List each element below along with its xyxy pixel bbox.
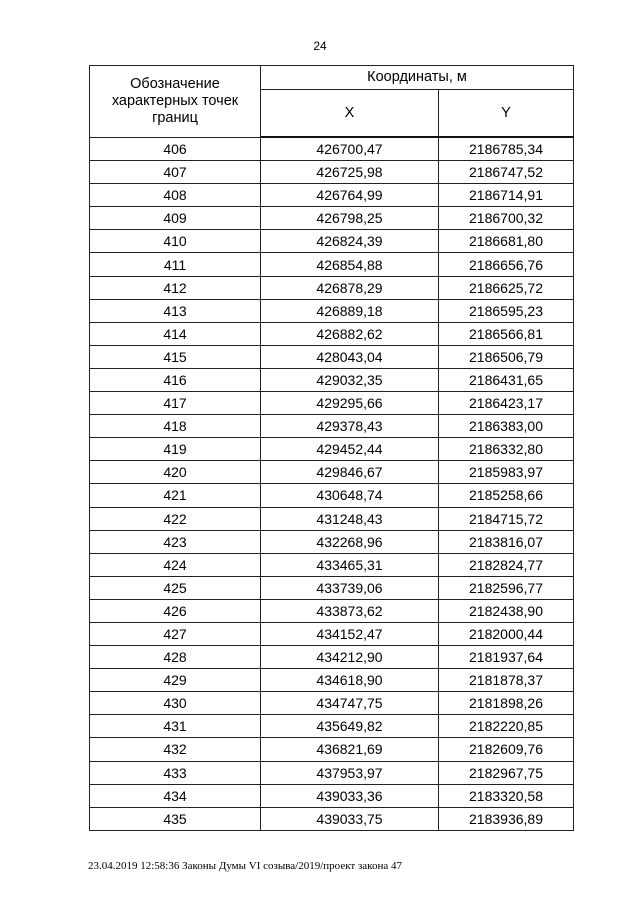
cell-point: 411 <box>90 253 261 276</box>
table-row <box>90 530 574 553</box>
header-coordinates: Координаты, м <box>261 66 574 90</box>
cell-x: 429378,43 <box>261 415 439 438</box>
cell-y: 2182438,90 <box>439 599 574 622</box>
table-row <box>90 622 574 645</box>
cell-y: 2183936,89 <box>439 807 574 830</box>
table-row <box>90 784 574 807</box>
cell-y: 2184715,72 <box>439 507 574 530</box>
cell-x: 426889,18 <box>261 299 439 322</box>
table-row <box>90 161 574 184</box>
cell-y: 2186423,17 <box>439 392 574 415</box>
cell-y: 2182220,85 <box>439 715 574 738</box>
cell-y: 2186566,81 <box>439 322 574 345</box>
cell-point: 434 <box>90 784 261 807</box>
cell-point: 426 <box>90 599 261 622</box>
cell-x: 437953,97 <box>261 761 439 784</box>
cell-point: 415 <box>90 345 261 368</box>
table-row <box>90 345 574 368</box>
cell-x: 434152,47 <box>261 622 439 645</box>
cell-point: 408 <box>90 184 261 207</box>
cell-x: 429846,67 <box>261 461 439 484</box>
cell-y: 2182609,76 <box>439 738 574 761</box>
cell-x: 435649,82 <box>261 715 439 738</box>
cell-point: 422 <box>90 507 261 530</box>
cell-y: 2181937,64 <box>439 646 574 669</box>
cell-x: 434212,90 <box>261 646 439 669</box>
cell-x: 431248,43 <box>261 507 439 530</box>
cell-y: 2186506,79 <box>439 345 574 368</box>
cell-y: 2186383,00 <box>439 415 574 438</box>
table-row <box>90 576 574 599</box>
cell-point: 435 <box>90 807 261 830</box>
table-body <box>90 137 574 830</box>
cell-y: 2186785,34 <box>439 137 574 161</box>
cell-point: 431 <box>90 715 261 738</box>
cell-y: 2186625,72 <box>439 276 574 299</box>
table-row <box>90 299 574 322</box>
table-row <box>90 137 574 161</box>
cell-point: 424 <box>90 553 261 576</box>
cell-x: 426854,88 <box>261 253 439 276</box>
cell-x: 433873,62 <box>261 599 439 622</box>
cell-y: 2186332,80 <box>439 438 574 461</box>
cell-y: 2182967,75 <box>439 761 574 784</box>
cell-point: 420 <box>90 461 261 484</box>
cell-point: 412 <box>90 276 261 299</box>
cell-point: 407 <box>90 161 261 184</box>
cell-x: 426878,29 <box>261 276 439 299</box>
cell-point: 432 <box>90 738 261 761</box>
cell-y: 2183816,07 <box>439 530 574 553</box>
table-row <box>90 230 574 253</box>
cell-y: 2182596,77 <box>439 576 574 599</box>
table-row <box>90 646 574 669</box>
cell-point: 421 <box>90 484 261 507</box>
table-row <box>90 715 574 738</box>
table-row <box>90 322 574 345</box>
table-row <box>90 599 574 622</box>
document-footer: 23.04.2019 12:58:36 Законы Думы VI созыва/2019/проект закона 47 <box>88 860 402 872</box>
cell-y: 2186714,91 <box>439 184 574 207</box>
table-row <box>90 392 574 415</box>
cell-point: 410 <box>90 230 261 253</box>
header-y: Y <box>439 90 574 138</box>
table-row <box>90 553 574 576</box>
cell-y: 2185258,66 <box>439 484 574 507</box>
cell-x: 434747,75 <box>261 692 439 715</box>
coordinates-table <box>89 65 574 831</box>
cell-x: 426882,62 <box>261 322 439 345</box>
cell-point: 423 <box>90 530 261 553</box>
cell-y: 2186681,80 <box>439 230 574 253</box>
cell-y: 2186747,52 <box>439 161 574 184</box>
cell-y: 2182824,77 <box>439 553 574 576</box>
cell-point: 418 <box>90 415 261 438</box>
cell-y: 2183320,58 <box>439 784 574 807</box>
cell-x: 430648,74 <box>261 484 439 507</box>
table-row <box>90 207 574 230</box>
cell-x: 426824,39 <box>261 230 439 253</box>
cell-x: 433465,31 <box>261 553 439 576</box>
table-row <box>90 461 574 484</box>
cell-point: 425 <box>90 576 261 599</box>
cell-y: 2186700,32 <box>439 207 574 230</box>
cell-point: 413 <box>90 299 261 322</box>
cell-point: 417 <box>90 392 261 415</box>
table-row <box>90 669 574 692</box>
cell-point: 409 <box>90 207 261 230</box>
cell-point: 419 <box>90 438 261 461</box>
table-row <box>90 738 574 761</box>
table-row <box>90 184 574 207</box>
cell-point: 414 <box>90 322 261 345</box>
cell-point: 428 <box>90 646 261 669</box>
cell-y: 2182000,44 <box>439 622 574 645</box>
table-row <box>90 484 574 507</box>
cell-x: 429032,35 <box>261 368 439 391</box>
table-row <box>90 253 574 276</box>
table-row <box>90 276 574 299</box>
header-x: X <box>261 90 439 138</box>
cell-x: 426725,98 <box>261 161 439 184</box>
cell-x: 439033,36 <box>261 784 439 807</box>
cell-x: 428043,04 <box>261 345 439 368</box>
cell-y: 2181898,26 <box>439 692 574 715</box>
table-row <box>90 438 574 461</box>
cell-point: 429 <box>90 669 261 692</box>
table-header <box>90 66 574 138</box>
cell-point: 406 <box>90 137 261 161</box>
table-row <box>90 692 574 715</box>
cell-x: 434618,90 <box>261 669 439 692</box>
table-row <box>90 807 574 830</box>
cell-x: 426798,25 <box>261 207 439 230</box>
cell-y: 2181878,37 <box>439 669 574 692</box>
cell-x: 436821,69 <box>261 738 439 761</box>
header-point-designation: Обозначение характерных точек границ <box>90 66 261 138</box>
cell-point: 430 <box>90 692 261 715</box>
table-row <box>90 415 574 438</box>
table-row <box>90 368 574 391</box>
cell-point: 427 <box>90 622 261 645</box>
cell-x: 433739,06 <box>261 576 439 599</box>
cell-x: 426764,99 <box>261 184 439 207</box>
cell-y: 2185983,97 <box>439 461 574 484</box>
cell-x: 439033,75 <box>261 807 439 830</box>
cell-y: 2186431,65 <box>439 368 574 391</box>
cell-x: 429295,66 <box>261 392 439 415</box>
cell-point: 433 <box>90 761 261 784</box>
cell-point: 416 <box>90 368 261 391</box>
table-row <box>90 761 574 784</box>
page-number: 24 <box>313 39 327 53</box>
cell-y: 2186656,76 <box>439 253 574 276</box>
cell-x: 426700,47 <box>261 137 439 161</box>
cell-x: 429452,44 <box>261 438 439 461</box>
cell-y: 2186595,23 <box>439 299 574 322</box>
table-row <box>90 507 574 530</box>
cell-x: 432268,96 <box>261 530 439 553</box>
